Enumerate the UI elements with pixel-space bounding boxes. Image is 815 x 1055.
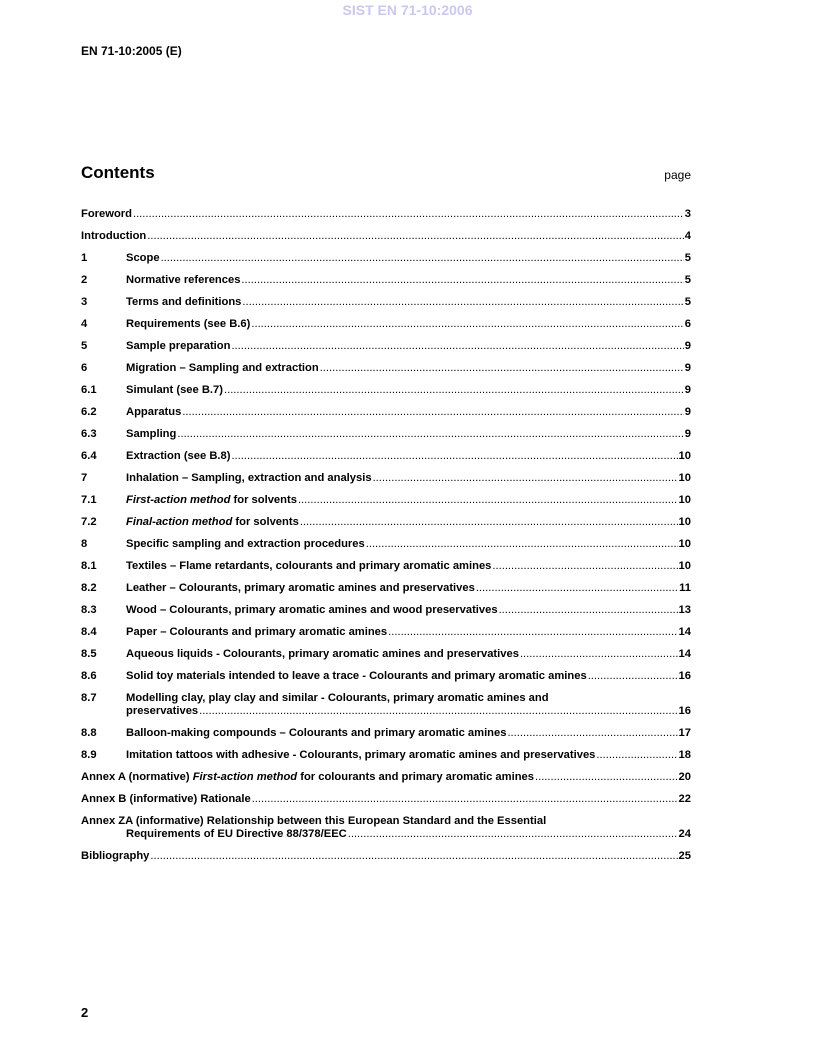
toc-entry-requirements[interactable] [81, 318, 691, 331]
toc-entry-number: 8.1 [81, 560, 97, 572]
table-of-contents [81, 208, 691, 872]
toc-entry-title: Specific sampling and extraction procedures [126, 538, 365, 550]
dot-leader [161, 252, 684, 265]
italic-term: Final-action method [126, 516, 233, 528]
toc-entry-page: 25 [678, 850, 691, 862]
toc-entry-title: Migration – Sampling and extraction [126, 362, 319, 374]
toc-entry-number: 8.7 [81, 692, 97, 704]
dot-leader [320, 362, 684, 375]
toc-entry-number: 8.5 [81, 648, 97, 660]
dot-leader [535, 771, 678, 784]
dot-leader [373, 472, 678, 485]
toc-entry-number: 6.1 [81, 384, 97, 396]
toc-entry-introduction[interactable] [81, 230, 691, 243]
toc-entry-page: 4 [684, 230, 691, 242]
dot-leader [476, 582, 678, 595]
toc-entry-page: 9 [684, 428, 691, 440]
toc-entry-number: 8.3 [81, 604, 97, 616]
toc-entry-page: 10 [678, 538, 691, 550]
dot-leader [242, 296, 683, 309]
toc-entry-imitation-tattoos[interactable] [81, 749, 691, 762]
toc-entry-title: Normative references [126, 274, 241, 286]
title-rest: for solvents [230, 494, 297, 506]
toc-entry-title: Simulant (see B.7) [126, 384, 223, 396]
toc-entry-page: 10 [678, 472, 691, 484]
dot-leader [507, 727, 677, 740]
toc-entry-page: 13 [678, 604, 691, 616]
toc-entry-textiles[interactable] [81, 560, 691, 573]
dot-leader [298, 494, 678, 507]
toc-entry-page: 20 [678, 771, 691, 783]
toc-entry-title-line1: Modelling clay, play clay and similar - Colourants, primary aromatic amines and [126, 692, 549, 704]
italic-term: First-action method [192, 771, 298, 783]
toc-entry-specific-sampling[interactable] [81, 538, 691, 551]
toc-entry-page: 11 [679, 582, 691, 594]
toc-entry-page: 10 [678, 560, 691, 572]
toc-entry-title-line2: Requirements of EU Directive 88/378/EEC [126, 828, 347, 840]
dot-leader [348, 828, 678, 841]
toc-entry-page: 5 [684, 274, 691, 286]
toc-entry-number: 6.4 [81, 450, 97, 462]
toc-entry-title: Sampling [126, 428, 177, 440]
toc-entry-title: Scope [126, 252, 160, 264]
toc-entry-bibliography[interactable] [81, 850, 691, 863]
toc-entry-page: 10 [678, 450, 691, 462]
toc-entry-page: 9 [684, 340, 691, 352]
dot-leader [133, 208, 684, 221]
toc-entry-wood[interactable] [81, 604, 691, 617]
toc-entry-foreword[interactable] [81, 208, 691, 221]
toc-entry-page: 17 [678, 727, 691, 739]
toc-entry-annex-za[interactable] [81, 815, 691, 841]
toc-entry-title: Sample preparation [126, 340, 231, 352]
toc-entry-title: Apparatus [126, 406, 182, 418]
toc-entry-title: Aqueous liquids - Colourants, primary aromatic amines and preservatives [126, 648, 519, 660]
toc-entry-title: Bibliography [81, 850, 150, 862]
page-number: 2 [81, 1005, 89, 1020]
toc-entry-title: Leather – Colourants, primary aromatic amines and preservatives [126, 582, 475, 594]
toc-entry-page: 10 [678, 516, 691, 528]
toc-entry-number: 7.2 [81, 516, 97, 528]
toc-entry-number: 8.8 [81, 727, 97, 739]
toc-entry-number: 6 [81, 362, 88, 374]
toc-entry-paper[interactable] [81, 626, 691, 639]
toc-entry-modelling-clay[interactable] [81, 692, 691, 718]
toc-entry-title: Solid toy materials intended to leave a trace - Colourants and primary aromatic amines [126, 670, 587, 682]
dot-leader [177, 428, 683, 441]
toc-entry-final-action-solvents[interactable] [81, 516, 691, 529]
toc-entry-title: Textiles – Flame retardants, colourants and primary aromatic amines [126, 560, 492, 572]
toc-entry-aqueous-liquids[interactable] [81, 648, 691, 661]
toc-entry-apparatus[interactable] [81, 406, 691, 419]
toc-entry-title [81, 771, 534, 784]
dot-leader [588, 670, 678, 683]
toc-entry-page: 16 [678, 670, 691, 682]
toc-entry-page: 9 [684, 406, 691, 418]
dot-leader [596, 749, 677, 762]
dot-leader [231, 340, 683, 353]
toc-entry-number: 8.4 [81, 626, 97, 638]
toc-entry-title: Extraction (see B.8) [126, 450, 231, 462]
watermark-text: SIST EN 71-10:2006 [342, 2, 473, 18]
dot-leader [231, 450, 677, 463]
toc-entry-balloon-making[interactable] [81, 727, 691, 740]
toc-entry-page: 10 [678, 494, 691, 506]
page-title: Contents [81, 163, 155, 182]
toc-entry-title-line1: Annex ZA (informative) Relationship between this European Standard and the Essential [81, 815, 547, 827]
toc-entry-sampling[interactable] [81, 428, 691, 441]
toc-entry-number: 8 [81, 538, 88, 550]
toc-entry-number: 3 [81, 296, 88, 308]
toc-entry-title: Balloon-making compounds – Colourants and primary aromatic amines [126, 727, 507, 739]
dot-leader [300, 516, 678, 529]
toc-entry-title: Inhalation – Sampling, extraction and analysis [126, 472, 372, 484]
title-rest: for solvents [232, 516, 299, 528]
annex-prefix: Annex A (normative) [81, 771, 193, 783]
dot-leader [388, 626, 677, 639]
toc-entry-title: Imitation tattoos with adhesive - Colourants, primary aromatic amines and preservatives [126, 749, 596, 761]
toc-entry-page: 9 [684, 384, 691, 396]
toc-entry-title: Introduction [81, 230, 147, 242]
toc-entry-title: Foreword [81, 208, 132, 220]
toc-entry-title [126, 516, 299, 529]
toc-entry-title: Terms and definitions [126, 296, 242, 308]
dot-leader [492, 560, 677, 573]
toc-entry-page: 6 [684, 318, 691, 330]
toc-entry-page: 9 [684, 362, 691, 374]
dot-leader [520, 648, 678, 661]
toc-entry-page: 5 [684, 296, 691, 308]
toc-entry-extraction[interactable] [81, 450, 691, 463]
toc-entry-normative-references[interactable] [81, 274, 691, 287]
toc-entry-number: 2 [81, 274, 88, 286]
toc-entry-number: 6.3 [81, 428, 97, 440]
toc-entry-number: 8.6 [81, 670, 97, 682]
toc-entry-number: 4 [81, 318, 88, 330]
toc-entry-simulant[interactable] [81, 384, 691, 397]
toc-entry-page: 24 [678, 828, 691, 840]
toc-entry-first-action-solvents[interactable] [81, 494, 691, 507]
toc-entry-title: Wood – Colourants, primary aromatic amines and wood preservatives [126, 604, 498, 616]
toc-entry-annex-b[interactable] [81, 793, 691, 806]
toc-entry-page: 14 [678, 648, 691, 660]
toc-entry-page: 16 [678, 705, 691, 717]
dot-leader [252, 793, 678, 806]
document-id: EN 71-10:2005 (E) [81, 44, 182, 58]
toc-entry-number: 5 [81, 340, 88, 352]
toc-entry-title [126, 494, 297, 507]
toc-entry-title: Paper – Colourants and primary aromatic amines [126, 626, 388, 638]
toc-entry-sample-preparation[interactable] [81, 340, 691, 353]
toc-entry-page: 22 [678, 793, 691, 805]
toc-entry-number: 8.9 [81, 749, 97, 761]
page-column-label: page [664, 168, 691, 182]
toc-entry-leather[interactable] [81, 582, 691, 595]
toc-entry-scope[interactable] [81, 252, 691, 265]
toc-entry-number: 8.2 [81, 582, 97, 594]
dot-leader [251, 318, 683, 331]
toc-entry-page: 18 [678, 749, 691, 761]
toc-entry-number: 7.1 [81, 494, 97, 506]
dot-leader [147, 230, 684, 243]
toc-entry-number: 7 [81, 472, 88, 484]
toc-entry-number: 6.2 [81, 406, 97, 418]
dot-leader [150, 850, 677, 863]
toc-entry-page: 14 [678, 626, 691, 638]
toc-entry-page: 3 [684, 208, 691, 220]
toc-entry-terms-definitions[interactable] [81, 296, 691, 309]
contents-header [81, 163, 691, 185]
dot-leader [182, 406, 683, 419]
toc-entry-inhalation[interactable] [81, 472, 691, 485]
toc-entry-annex-a[interactable] [81, 771, 691, 784]
toc-entry-solid-toy-materials[interactable] [81, 670, 691, 683]
dot-leader [241, 274, 683, 287]
dot-leader [366, 538, 678, 551]
toc-entry-migration[interactable] [81, 362, 691, 375]
toc-entry-page: 5 [684, 252, 691, 264]
italic-term: First-action method [126, 494, 231, 506]
toc-entry-title-line2: preservatives [126, 705, 199, 717]
toc-entry-title: Annex B (informative) Rationale [81, 793, 251, 805]
dot-leader [224, 384, 684, 397]
dot-leader [199, 705, 677, 718]
toc-entry-number: 1 [81, 252, 88, 264]
dot-leader [499, 604, 678, 617]
title-rest: for colourants and primary aromatic amines [297, 771, 534, 783]
toc-entry-title: Requirements (see B.6) [126, 318, 251, 330]
